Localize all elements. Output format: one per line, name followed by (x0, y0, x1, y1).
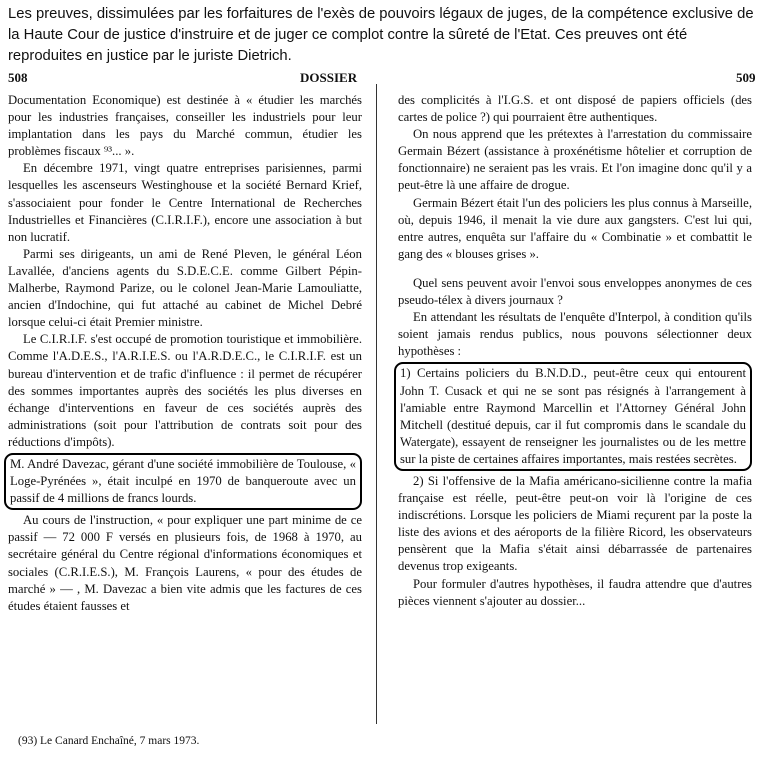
right-paragraph-8: Pour formuler d'autres hypothèses, il faudra attendre que d'autres pièces viennent s'ajouter au dossier... (398, 576, 752, 608)
left-paragraph-3: Parmi ses dirigeants, un ami de René Pleven, le général Léon Lavallée, d'anciens agents du S.D.E.C.E. comme Gilbert Pépin-Malherbe, Raymond Parize, ou le colonel Jean-Marie Lamouliatte, ancien d'Indochine, qui fut attaché au cabinet de Michel Debré lorsque celui-ci était Premier ministre. (8, 246, 362, 330)
right-paragraph-7: 2) Si l'offensive de la Mafia américano-sicilienne contre la mafia française est réelle, peut-être peut-on voir là l'origine de ces indiscrétions. Lorsque les policiers de Miami reçurent par la poste la liste des avions et des aéroports de la filière Ricord, les observateurs pensèrent que la Mafia s'était ainsi débarrassée de partenaires devenus trop exigeants. (398, 473, 752, 574)
banner-caption: Les preuves, dissimulées par les forfaitures de l'exès de pouvoirs légaux de juges, de la compétence exclusive de la Haute Cour de justice d'instruire et de juger ce complot contre la sûreté de l'Etat. Ces preuves ont été reproduites en justice par le juriste Dietrich. (8, 6, 754, 64)
left-paragraph-1: Documentation Economique) est destinée à « étudier les marchés pour les industries françaises, conseiller les industriels pour leur implantation dans les pays du Marché commun, étudier les problèmes fiscaux ⁹³... ». (8, 93, 362, 159)
right-paragraph-6: 1) Certains policiers du B.N.D.D., peut-être ceux qui entourent John T. Cusack et qui ne se sont pas résignés à l'arrangement à l'amiable entre Raymond Marcellin et l'Attorney Général John Mitchell (destitué depuis, car il fut compromis dans le scandale du Watergate), essayent de renseigner les journalistes ou de les mettre sur la piste de certaines affaires importantes, mais restées secrètes. (400, 366, 746, 466)
highlighted-passage-davezac (4, 453, 362, 510)
left-running-header: DOSSIER (300, 70, 358, 85)
right-paragraph-3: Germain Bézert était l'un des policiers les plus connus à Marseille, où, depuis 1946, il menait la vie dure aux gangsters. C'est lui qui, entre autres, enquêta sur l'affaire du « Combinatie » et combattit le gang des « blouses grises ». (398, 195, 752, 261)
right-paragraph-4: Quel sens peuvent avoir l'envoi sous enveloppes anonymes de ces pseudo-télex à divers journaux ? (398, 275, 752, 308)
left-paragraph-4: Le C.I.R.I.F. s'est occupé de promotion touristique et immobilière. Comme l'A.D.E.S., l'A.R.I.E.S. ou l'A.R.D.E.C., le C.I.R.I.F. est un bureau d'intervention et de trafic d'influence : il permet de récupérer des sommes importantes auprès des sociétés les plus diverses en échange d'interventions en faveur de ces sociétés auprès des administrations (soit pour l'attribution de contrats soit pour des réductions d'impôts). (8, 332, 362, 449)
highlighted-passage-hypothesis-1 (394, 362, 752, 471)
footnote: (93) Le Canard Enchaîné, 7 mars 1973. (18, 735, 200, 747)
left-paragraph-5: M. André Davezac, gérant d'une société immobilière de Toulouse, « Loge-Pyrénées », était inculpé en 1970 de banqueroute avec un passif de 4 millions de francs lourds. (10, 456, 356, 506)
right-paragraph-2: On nous apprend que les prétextes à l'arrestation du commissaire Germain Bézert (assistance à proxénétisme hôtelier et corruption de fonctionnaire) ne seraient pas les vrais. Et l'on imagine donc qu'il y a peut-être là une affaire de drogue. (398, 127, 752, 193)
column-divider (376, 84, 377, 724)
left-page-number: 508 (8, 70, 28, 85)
right-column (398, 92, 752, 610)
right-page-number: 509 (736, 70, 756, 85)
right-paragraph-1: des complicités à l'I.G.S. et ont disposé de papiers officiels (des cartes de police ?) qui pourraient être authentiques. (398, 93, 752, 125)
left-paragraph-6: Au cours de l'instruction, « pour expliquer une part minime de ce passif — 72 000 F versés en plusieurs fois, de 1968 à 1970, au secrétaire général du Centre régional d'informations économiques et sociales (C.R.I.E.S.), M. François Laurens, « pour des études de marché » — , M. Davezac a bien vite admis que les factures de ces études étaient fausses et (8, 513, 362, 613)
right-paragraph-5: En attendant les résultats de l'enquête d'Interpol, à condition qu'ils soient jamais rendus publics, nous pouvons sélectionner deux hypothèses : (398, 310, 752, 359)
left-paragraph-2: En décembre 1971, vingt quatre entreprises parisiennes, parmi lesquelles les ascenseurs Westinghouse et la société Bernard Krief, s'associaient pour fonder le Centre International de Recherches Industrielles et Financières (C.I.R.I.F.), encore une association à but non lucratif. (8, 161, 362, 244)
left-column (8, 92, 362, 615)
